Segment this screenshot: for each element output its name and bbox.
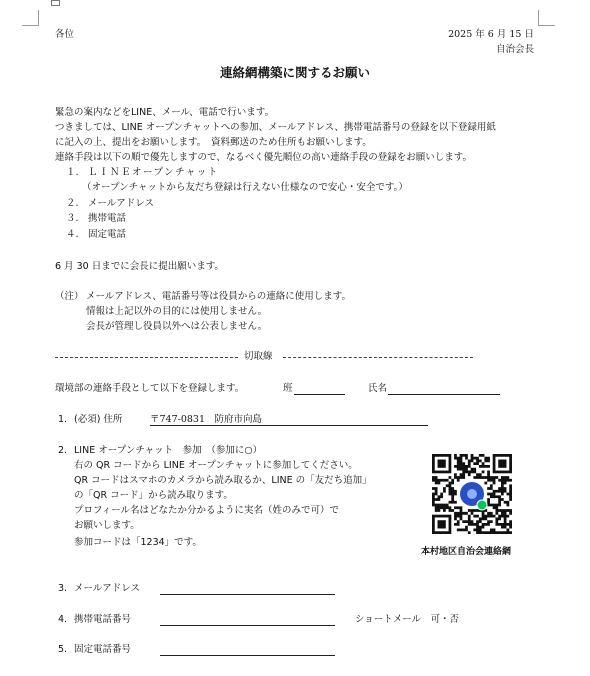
priority-num-3: ３.	[66, 213, 79, 224]
line-instruction-5: お願いします。	[74, 520, 140, 531]
cut-line-left	[55, 357, 238, 358]
line-instruction-3: の「QR コード」から読み取ります。	[74, 490, 233, 501]
email-label: メールアドレス	[74, 583, 141, 594]
priority-label-1: ＬＩＮＥオープンチャット	[88, 167, 219, 178]
intro-line-1: 緊急の案内などをLINE、メール、電話で行います。	[55, 107, 274, 118]
address-field[interactable]	[150, 425, 428, 426]
line-badge-icon	[477, 500, 487, 510]
group-label: 班	[283, 383, 293, 394]
qr-code-graphic	[432, 454, 512, 534]
landline-field[interactable]	[160, 655, 335, 656]
crop-mark-right-horizontal	[538, 25, 555, 26]
cut-line-right	[283, 357, 473, 358]
notes-prefix: （注）	[55, 291, 84, 302]
qr-finder-pattern-2	[498, 460, 506, 468]
line-instruction-6: 参加コードは「1234」です。	[74, 537, 202, 548]
crop-mark-left-vertical	[38, 10, 39, 26]
address-value: 〒747-0831 防府市向島	[150, 414, 263, 425]
address-num: 1.	[58, 414, 68, 425]
priority-label-2: メールアドレス	[88, 198, 155, 209]
intro-line-2: つきましては、LINE オープンチャットへの参加、メールアドレス、携帯電話番号の登録を以下登録用紙	[55, 122, 496, 133]
priority-num-2: ２.	[66, 198, 79, 209]
qr-center-logo-inner	[467, 489, 477, 499]
line-instruction-4: プロフィール名はどなたか分かるように実名（姓のみで可）で	[74, 505, 340, 516]
email-num: 3.	[58, 583, 68, 594]
name-field[interactable]	[388, 394, 500, 395]
intro-line-3: に記入の上、提出をお願いします。 資料郵送のため住所もお願いします。	[55, 137, 372, 148]
cut-label: 切取線	[244, 351, 273, 362]
qr-caption: 本村地区自治会連絡網	[421, 547, 512, 557]
line-instruction-2: QR コードはスマホのカメラから読み取るか、LINE の「友だち追加」	[74, 475, 372, 486]
priority-note: （オープンチャットから友だち登録は行えない仕様なので安心・安全です。）	[82, 182, 408, 193]
deadline: 6 月 30 日までに会長に提出願います。	[55, 261, 224, 272]
recipient: 各位	[55, 29, 75, 40]
mobile-num: 4.	[58, 614, 68, 625]
qr-finder-pattern-1	[438, 460, 446, 468]
priority-label-4: 固定電話	[88, 229, 127, 240]
priority-label-3: 携帯電話	[88, 213, 127, 224]
resize-handle[interactable]	[51, 0, 60, 6]
address-label: (必須) 住所	[74, 414, 123, 425]
crop-mark-right-vertical	[538, 10, 539, 26]
mobile-label: 携帯電話番号	[74, 614, 132, 625]
mobile-field[interactable]	[160, 625, 335, 626]
qr-finder-pattern-3	[438, 520, 446, 528]
email-field[interactable]	[160, 594, 335, 595]
name-label: 氏名	[368, 383, 388, 394]
sms-option: ショートメール 可・否	[355, 614, 460, 625]
document-title: 連絡網構築に関するお願い	[219, 65, 370, 80]
sender: 自治会長	[495, 44, 534, 55]
line-instruction-1: 右の QR コードから LINE オープンチャットに参加してください。	[74, 460, 358, 471]
intro-line-4: 連絡手段は以下の順で優先しますので、なるべく優先順位の高い連絡手段の登録をお願いします。	[55, 152, 473, 163]
priority-num-1: １.	[66, 167, 79, 178]
group-field[interactable]	[294, 394, 345, 395]
landline-label: 固定電話番号	[74, 644, 132, 655]
document-date: 2025 年 6 月 15 日	[448, 29, 534, 40]
landline-num: 5.	[58, 644, 68, 655]
qr-code-image	[432, 454, 512, 534]
note-line-1: メールアドレス、電話番号等は役員からの連絡に使用します。	[86, 291, 352, 302]
register-line: 環境部の連絡手段として以下を登録します。	[55, 383, 245, 394]
note-line-2: 情報は上記以外の目的には使用しません。	[86, 306, 268, 317]
priority-num-4: ４.	[66, 229, 79, 240]
line-num: 2.	[58, 445, 68, 456]
line-heading: LINE オープンチャット 参加 （参加に○）	[74, 445, 263, 456]
crop-mark-left-horizontal	[22, 25, 39, 26]
note-line-3: 会長が管理し役員以外へは公表しません。	[86, 321, 268, 332]
